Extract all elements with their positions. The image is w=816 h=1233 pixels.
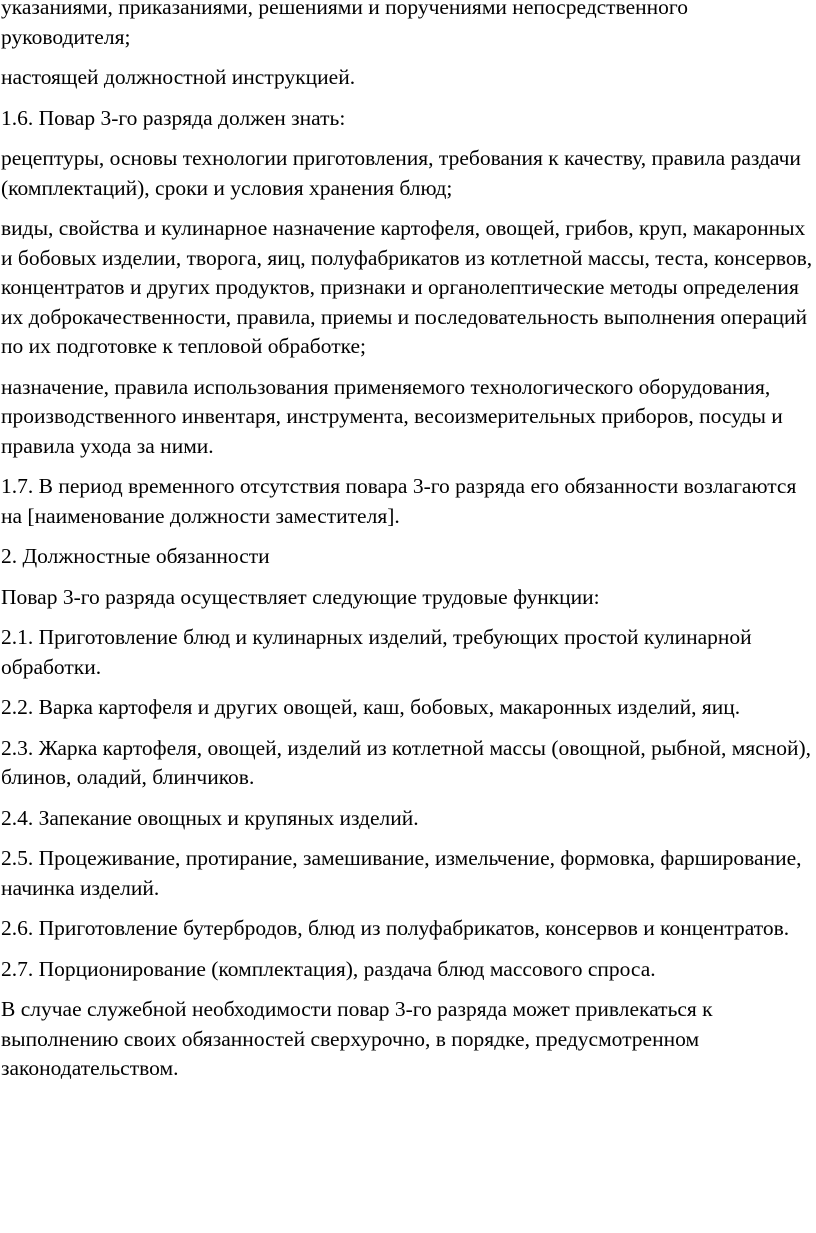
paragraph-overtime: В случае служебной необходимости повар 3-го разряда может привлекаться к выполнению своих обязанностей сверхурочно, в порядке, предусмотренном законодательством. xyxy=(1,997,713,1080)
section-2-3: 2.3. Жарка картофеля, овощей, изделий из котлетной массы (овощной, рыбной, мясной), блинов, оладий, блинчиков. xyxy=(1,735,812,789)
section-heading-2: 2. Должностные обязанности xyxy=(1,544,270,568)
section-2-5: 2.5. Процеживание, протирание, замешивание, измельчение, формовка, фарширование, начинка изделий. xyxy=(1,846,802,900)
section-2-6: 2.6. Приготовление бутербродов, блюд из полуфабрикатов, консервов и концентратов. xyxy=(1,916,790,940)
paragraph-products: виды, свойства и кулинарное назначение картофеля, овощей, грибов, круп, макаронных и бобовых изделии, творога, яиц, полуфабрикатов из котлетной массы, теста, консервов, концентратов и других продуктов, признаки и органолептические методы определения их доброкачественности, правила, приемы и последовательность выполнения операций по их подготовке к тепловой обработке; xyxy=(1,216,813,358)
paragraph-recipes: рецептуры, основы технологии приготовления, требования к качеству, правила раздачи (комплектаций), сроки и условия хранения блюд; xyxy=(1,146,801,200)
section-1-7: 1.7. В период временного отсутствия повара 3-го разряда его обязанности возлагаются на [наименование должности заместителя]. xyxy=(1,474,797,528)
section-2-1: 2.1. Приготовление блюд и кулинарных изделий, требующих простой кулинарной обработки. xyxy=(1,625,752,679)
section-heading-1-6: 1.6. Повар 3-го разряда должен знать: xyxy=(1,105,346,130)
section-2-2: 2.2. Варка картофеля и других овощей, каш, бобовых, макаронных изделий, яиц. xyxy=(1,695,741,719)
section-2-4: 2.4. Запекание овощных и крупяных изделий. xyxy=(1,805,419,830)
paragraph-job-description: настоящей должностной инструкцией. xyxy=(1,65,356,89)
paragraph-manager-instructions: указаниями, приказаниями, решениями и поручениями непосредственного руководителя; xyxy=(1,0,688,49)
section-2-7: 2.7. Порционирование (комплектация), раздача блюд массового спроса. xyxy=(1,956,656,981)
paragraph-functions-intro: Повар 3-го разряда осуществляет следующие трудовые функции: xyxy=(1,584,600,609)
paragraph-equipment: назначение, правила использования применяемого технологического оборудования, производственного инвентаря, инструмента, весоизмерительных приборов, посуды и правила ухода за ними. xyxy=(1,374,783,458)
